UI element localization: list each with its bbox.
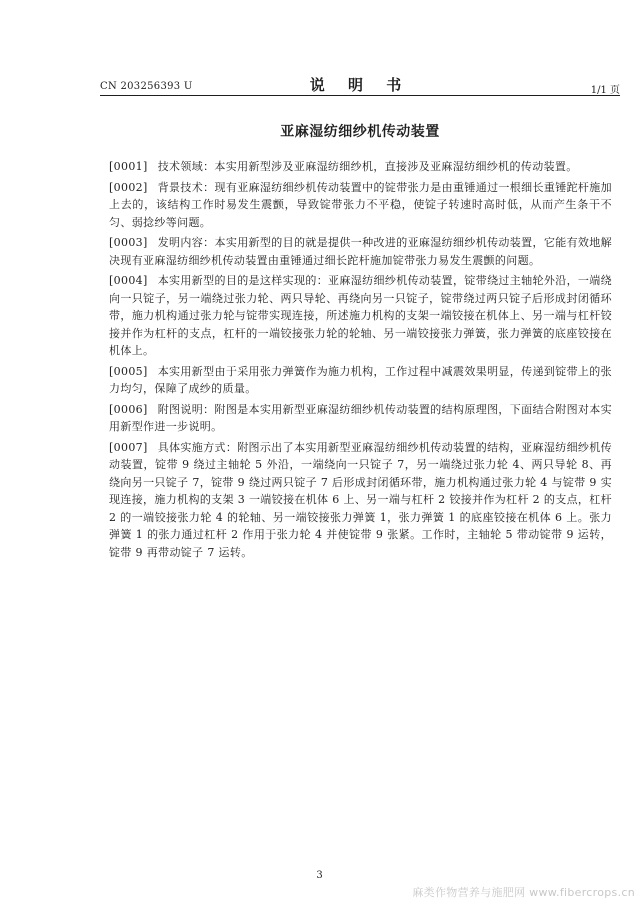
paragraph-number: [0006] xyxy=(109,402,148,416)
paragraph-text: 背景技术：现有亚麻湿纺细纱机传动装置中的锭带张力是由重锤通过一根细长重锤跎杆施加上去的，该结构工作时易发生震颤，导致锭带张力不平稳，使锭子转速时高时低，从而产生条干不匀、弱捻纱等问题。 xyxy=(109,180,612,229)
paragraph-0003 xyxy=(109,234,612,269)
paragraph-text: 本实用新型由于采用张力弹簧作为施力机构，工作过程中减震效果明显，传递到锭带上的张力均匀，保障了成纱的质量。 xyxy=(109,364,612,395)
page-header xyxy=(100,72,620,94)
paragraph-number: [0004] xyxy=(109,274,148,287)
paragraph-text: 本实用新型的目的是这样实现的：亚麻湿纺细纱机传动装置，锭带绕过主轴轮外沿，一端绕向一只锭子，另一端绕过张力轮、两只导轮、再绕向另一只锭子，锭带绕过两只锭子后形成封闭循环带，施力机构通过张力轮与锭带实现连接，所述施力机构的支架一端铰接在机体上、另一端与杠杆铰接并作为杠杆的支点，杠杆的一端铰接张力轮的轮轴、另一端铰接张力弹簧，张力弹簧的底座铰接在机体上。 xyxy=(109,274,612,357)
paragraph-0002 xyxy=(109,179,612,232)
site-watermark: 麻类作物营养与施肥网 www.fibercrops.cn xyxy=(412,886,635,899)
paragraph-0005 xyxy=(109,363,612,398)
paragraph-number: [0007] xyxy=(109,440,148,454)
paragraph-number: [0005] xyxy=(109,364,148,378)
paragraph-text: 技术领域：本实用新型涉及亚麻湿纺细纱机，直接涉及亚麻湿纺细纱机的传动装置。 xyxy=(157,160,578,173)
paragraph-number: [0001] xyxy=(109,160,148,173)
paragraph-0007 xyxy=(109,439,612,562)
page-count: 1/1 页 xyxy=(590,85,620,96)
document-body xyxy=(109,158,612,564)
paragraph-text: 附图说明：附图是本实用新型亚麻湿纺细纱机传动装置的结构原理图，下面结合附图对本实用新型作进一步说明。 xyxy=(109,402,612,433)
document-title: 亚麻湿纺细纱机传动装置 xyxy=(280,124,440,140)
document-type-heading: 说 明 书 xyxy=(309,76,411,94)
paragraph-text: 具体实施方式：附图示出了本实用新型亚麻湿纺细纱机传动装置的结构，亚麻湿纺细纱机传动装置，锭带 9 绕过主轴轮 5 外沿，一端绕向一只锭子 7，另一端绕过张力轮 4、两只导轮 8、再绕向另一只锭子 7，锭带 9 绕过两只锭子 7 后形成封闭循环带，施力机构通过张力轮 4 与锭带 9 实现连接，施力机构的支架 3 一端铰接在机体 6 上、另一端与杠杆 2 铰接并作为杠杆 2 的支点，杠杆 2 的一端铰接张力轮 4 的轮轴、另一端铰接张力弹簧 1，张力弹簧 1 的底座铰接在机体 6 上。张力弹簧 1 的张力通过杠杆 2 作用于张力轮 4 并使锭带 9 张紧。工作时，主轴轮 5 带动锭带 9 运转，锭带 9 再带动锭子 7 运转。 xyxy=(109,440,612,559)
header-divider xyxy=(100,95,620,96)
paragraph-0004 xyxy=(109,272,612,360)
page-number: 3 xyxy=(316,870,323,881)
patent-number: CN 203256393 U xyxy=(100,81,193,92)
paragraph-text: 发明内容：本实用新型的目的就是提供一种改进的亚麻湿纺细纱机传动装置，它能有效地解决现有亚麻湿纺细纱机传动装置由重锤通过细长跎杆施加锭带张力易发生震颤的问题。 xyxy=(109,236,612,267)
paragraph-number: [0002] xyxy=(109,180,148,194)
paragraph-0006 xyxy=(109,401,612,436)
paragraph-number: [0003] xyxy=(109,236,148,249)
paragraph-0001 xyxy=(109,158,612,176)
